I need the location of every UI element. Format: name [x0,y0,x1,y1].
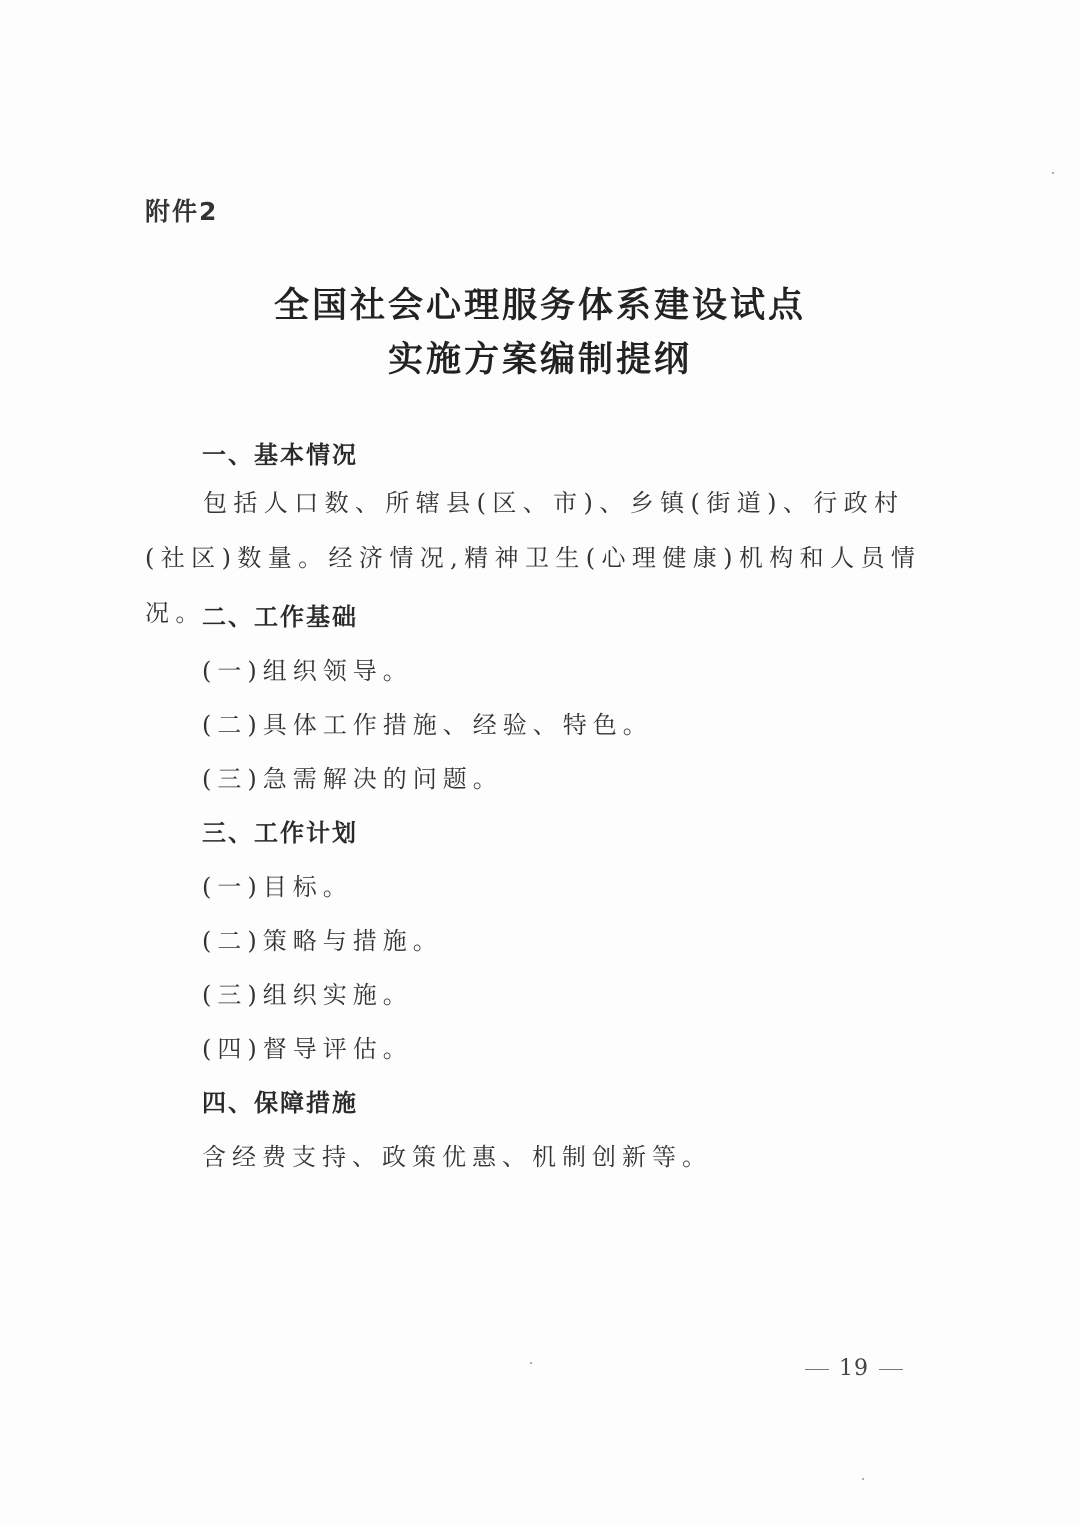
list-item: (三)组织实施。 [202,981,413,1009]
list-item: (二)具体工作措施、经验、特色。 [202,711,653,739]
scan-speck [530,1362,532,1364]
attachment-label: 附件2 [145,197,219,226]
section-heading-work-plan: 三、工作计划 [202,819,358,847]
section-paragraph-basic-info: 包括人口数、所辖县(区、市)、乡镇(街道)、行政村(社区)数量。经济情况,精神卫生(心理健康)机构和人员情况。 [145,489,922,627]
list-item: (四)督导评估。 [202,1035,413,1063]
section-heading-basic-info: 一、基本情况 [202,441,358,469]
document-title-line-2: 实施方案编制提纲 [387,340,692,380]
list-item: (三)急需解决的问题。 [202,765,503,793]
section-heading-work-foundation: 二、工作基础 [202,603,358,631]
section-heading-safeguards: 四、保障措施 [202,1089,358,1117]
page-number-dash-left [805,1369,829,1370]
list-item: (一)组织领导。 [202,657,413,685]
page-number-dash-right [879,1369,903,1370]
list-item: 含经费支持、政策优惠、机制创新等。 [202,1143,712,1171]
scan-speck [1052,172,1054,174]
list-item: (二)策略与措施。 [202,927,443,955]
page-number [795,1356,913,1381]
scan-speck [862,1478,864,1480]
list-item: (一)目标。 [202,873,353,901]
document-title-line-1: 全国社会心理服务体系建设试点 [273,286,806,326]
page-number-value: 19 [839,1356,869,1381]
